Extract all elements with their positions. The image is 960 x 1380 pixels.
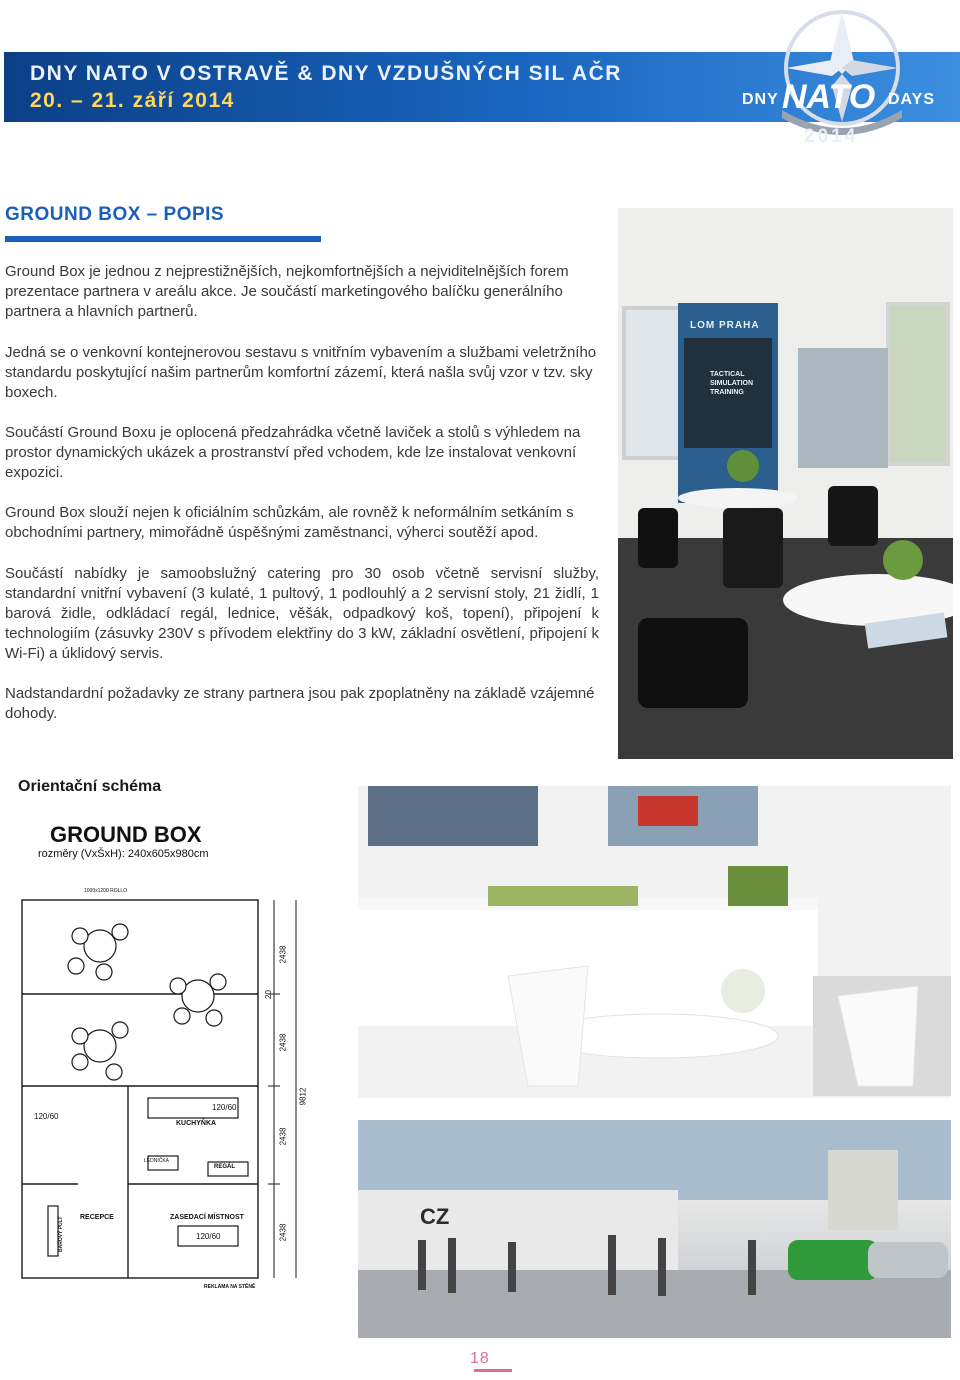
plan-dim-4: 2438 [278,1223,288,1242]
plan-label-reception: RECEPCE [80,1214,114,1221]
plan-dim-1: 2438 [278,945,288,964]
plan-dim-2: 2438 [278,1033,288,1052]
logo-days-text: DAYS [888,91,935,108]
plan-label-fridge: LEDNIČKA [144,1158,170,1164]
catering-scene-illustration [358,786,951,1098]
plan-label-wall-left: 120/60 [34,1112,59,1121]
floor-plan [18,866,318,1296]
plan-label-kitchen: KUCHYŇKA [176,1120,217,1127]
schema-heading: Orientační schéma [18,778,162,795]
plan-label-rollo: 1000x1200 ROLLO [84,888,128,894]
event-title: DNY NATO V OSTRAVĚ & DNY VZDUŠNÝCH SIL AČR [30,62,622,85]
paragraph-extras: Nadstandardní požadavky ze strany partnera jsou pak zpoplatněny na základě vzájemné dohody. [5,685,595,722]
outdoor-photo [358,1120,951,1338]
paragraph-purpose: Ground Box slouží nejen k oficiálním schůzkám, ale rovněž k neformálním setkáním s obchodními partnery, mimořádně úspěšnými zaměstnanci, výherci soutěží apod. [5,504,574,541]
office-scene-illustration [618,208,953,759]
paragraph-container: Jedná se o venkovní kontejnerovou sestavu s vnitřním vybavením a službami veletržního standardu poskytující našim partnerům komfortní zázemí, která našla svůj vzor v tzv. sky boxech. [5,344,597,401]
logo-year-text: 2014 [804,126,859,147]
paragraph-intro: Ground Box je jednou z nejprestižnějších, nejkomfortnějších a nejviditelnějších forem prezentace partnera v areálu akce. Je součástí marketingového balíčku generálního partnera a hlavních partnerů. [5,263,569,320]
plan-label-bar: BAROVÝ PULT [58,1216,64,1252]
office-brand-label: LOM PRAHA [690,320,760,331]
page-number-rule [474,1369,512,1372]
paragraph-garden: Součástí Ground Boxu je oplocená předzahrádka včetně laviček a stolů s výhledem na prostor dynamických ukázek a prostranství před vchodem, kde lze instalovat venkovní expozici. [5,424,581,481]
nato-days-logo [742,6,942,152]
plan-label-shelf: REGÁL [214,1164,235,1170]
plan-dim-gap: 20 [263,990,273,999]
plan-label-wall-ad: REKLAMA NA STĚNĚ [204,1284,256,1290]
section-title: GROUND BOX – POPIS [5,204,225,225]
plan-label-wall-meeting: 120/60 [196,1232,221,1241]
plan-dim-total: 9812 [298,1087,308,1106]
catering-photo [358,786,951,1098]
plan-dim-3: 2438 [278,1127,288,1146]
plan-dimensions: rozměry (VxŠxH): 240x605x980cm [38,848,209,860]
page-number: 18 [470,1350,490,1367]
plan-title: GROUND BOX [50,822,202,847]
logo-dny-text: DNY [742,91,779,108]
outdoor-sign: CZ [420,1204,450,1229]
event-date: 20. – 21. září 2014 [30,89,235,112]
paragraph-offer: Součástí nabídky je samoobslužný catering pro 30 osob včetně servisní služby, standardní vnitřní vybavení (3 kulaté, 1 pultový, 1 podlouhlý a 2 servisní stoly, 21 židlí, 1 barová židle, odkládací regál, lednice, věšák, odpadkový koš, topení), připojení k technologiím (zásuvky 230V s přívodem elektřiny do 3 kW, základní osvětlení, připojení k Wi-Fi) a úklidový servis. [5,565,599,662]
plan-label-wall-top: 120/60 [212,1103,237,1112]
logo-nato-text: NATO [782,78,876,116]
title-underline [5,236,321,242]
office-poster-label: TACTICAL SIMULATION TRAINING [710,371,754,396]
office-interior-photo [618,208,953,759]
plan-label-meeting: ZASEDACÍ MÍSTNOST [170,1214,244,1221]
